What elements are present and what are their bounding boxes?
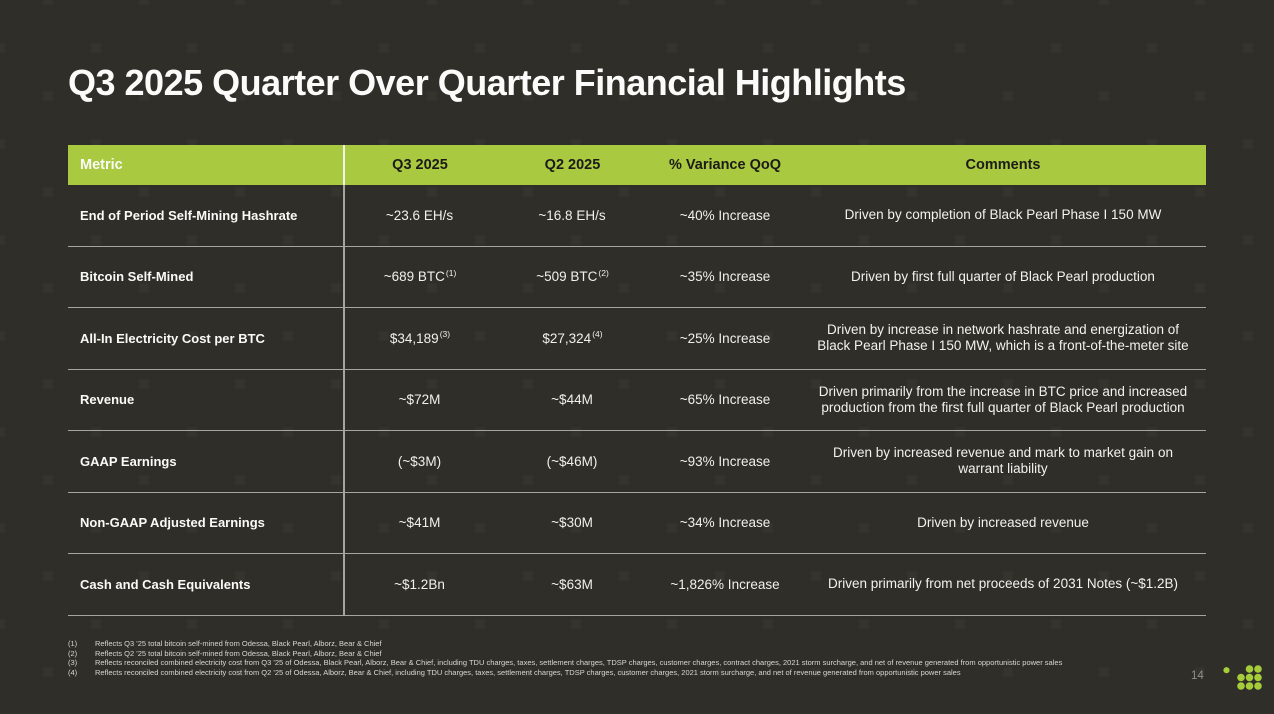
variance-cell: [650, 554, 800, 615]
header-q2-2025: Q2 2025: [544, 157, 601, 173]
variance-value: ~40% Increase: [679, 207, 771, 223]
variance-cell: [650, 431, 800, 492]
variance-value: ~93% Increase: [679, 453, 771, 469]
comment-text: Driven primarily from the increase in BTC price and increased production from the first full quarter of Black Pearl production: [818, 383, 1188, 415]
metric-label: Revenue: [80, 392, 135, 408]
footnote-text: Reflects reconciled combined electricity cost from Q3 '25 of Odessa, Black Pearl, Alborz, Bear & Chief, including TDU charges, taxes, settlement charges, TDSP charges, customer charges, contract charges, 2021 storm surcharge, and net of revenue generated from opportunistic power sales: [95, 658, 1063, 668]
q2-value: (~$46M): [546, 453, 598, 469]
financial-highlights-table: [68, 145, 1206, 616]
q2-value: $27,324: [542, 330, 592, 346]
comment-text: Driven by increase in network hashrate and energization of Black Pearl Phase I 150 MW, which is a front-of-the-meter site: [817, 322, 1189, 354]
q2-value-cell: [495, 431, 650, 492]
comment-cell: [800, 370, 1206, 431]
footnote-number: (4): [68, 667, 78, 677]
comment-cell: [800, 247, 1206, 308]
variance-cell: [650, 370, 800, 431]
page-number: 14: [1191, 670, 1204, 682]
footnote-line: [68, 658, 1158, 668]
header-q3-2025: Q3 2025: [343, 145, 495, 185]
table-row: [68, 554, 1206, 616]
metric-label: Bitcoin Self-Mined: [80, 269, 194, 285]
header-comments: Comments: [965, 157, 1041, 173]
q3-value-cell: [343, 431, 495, 492]
metric-cell: [68, 493, 343, 554]
table-header-row: [68, 145, 1206, 185]
q2-value-cell: [495, 370, 650, 431]
q3-value-cell: [343, 247, 495, 308]
q2-value: ~$63M: [551, 576, 593, 592]
q2-value-cell: [495, 308, 650, 369]
variance-value: ~35% Increase: [679, 269, 771, 285]
metric-cell: [68, 308, 343, 369]
variance-value: ~1,826% Increase: [670, 576, 780, 592]
q2-value: ~509 BTC: [536, 269, 598, 285]
q3-value: ~23.6 EH/s: [385, 207, 454, 223]
q3-value: ~$1.2Bn: [394, 576, 445, 592]
q2-value: ~$44M: [551, 392, 593, 408]
q2-value: ~16.8 EH/s: [538, 207, 606, 223]
variance-value: ~34% Increase: [679, 515, 771, 531]
variance-cell: [650, 185, 800, 246]
table-row: [68, 431, 1206, 493]
comment-text: Driven by increased revenue: [917, 514, 1089, 530]
q2-value: ~$30M: [551, 515, 593, 531]
slide-title: Q3 2025 Quarter Over Quarter Financial Highlights: [68, 62, 906, 103]
q2-footnote-ref: (4): [592, 329, 603, 340]
q3-value-cell: [343, 185, 495, 246]
table-row: [68, 493, 1206, 555]
q3-value: ~689 BTC: [383, 269, 445, 285]
header-metric: Metric: [80, 157, 123, 173]
q3-value: ~$41M: [398, 515, 441, 531]
table-row: [68, 308, 1206, 370]
metric-label: GAAP Earnings: [80, 453, 177, 469]
q2-footnote-ref: (2): [598, 267, 609, 278]
metric-cell: [68, 431, 343, 492]
footnotes: [68, 639, 1158, 677]
table-row: [68, 247, 1206, 309]
metric-cell: [68, 554, 343, 615]
q2-value-cell: [495, 185, 650, 246]
footnote-number: (3): [68, 658, 78, 668]
q3-footnote-ref: (3): [439, 329, 451, 340]
comment-cell: [800, 554, 1206, 615]
q3-value-cell: [343, 554, 495, 615]
metric-cell: [68, 185, 343, 246]
variance-cell: [650, 493, 800, 554]
variance-cell: [650, 247, 800, 308]
comment-text: Driven by first full quarter of Black Pearl production: [851, 268, 1155, 284]
footnote-number: (2): [68, 648, 78, 658]
q3-value-cell: [343, 370, 495, 431]
comment-cell: [800, 431, 1206, 492]
comment-text: Driven primarily from net proceeds of 2031 Notes (~$1.2B): [827, 576, 1179, 592]
header-variance-qoq: % Variance QoQ: [668, 157, 782, 173]
metric-label: All-In Electricity Cost per BTC: [80, 330, 265, 346]
q3-value: (~$3M): [397, 453, 442, 469]
metric-cell: [68, 247, 343, 308]
table-row: [68, 370, 1206, 432]
q2-value-cell: [495, 247, 650, 308]
footnote-line: [68, 668, 1158, 678]
table-body: [68, 185, 1206, 616]
comment-text: Driven by completion of Black Pearl Phase I 150 MW: [844, 207, 1162, 223]
q2-value-cell: [495, 554, 650, 615]
q2-value-cell: [495, 493, 650, 554]
comment-cell: [800, 493, 1206, 554]
footnote-line: [68, 639, 1158, 649]
q3-value-cell: [343, 493, 495, 554]
variance-value: ~25% Increase: [679, 330, 771, 346]
q3-footnote-ref: (1): [445, 267, 457, 278]
variance-value: ~65% Increase: [679, 392, 771, 408]
footnote-text: Reflects reconciled combined electricity cost from Q2 '25 of Odessa, Alborz, Bear & Chief, including TDU charges, taxes, settlement charges, TDSP charges, customer charges, 2021 storm surcharge, and net of revenue generated from opportunistic power sales: [95, 667, 961, 677]
table-row: [68, 185, 1206, 247]
variance-cell: [650, 308, 800, 369]
q3-value: $34,189: [389, 330, 439, 346]
metric-cell: [68, 370, 343, 431]
metric-label: Non-GAAP Adjusted Earnings: [80, 515, 265, 531]
footnote-text: Reflects Q3 '25 total bitcoin self-mined from Odessa, Black Pearl, Alborz, Bear & Chief: [95, 639, 382, 648]
comment-cell: [800, 185, 1206, 246]
metric-label: Cash and Cash Equivalents: [80, 576, 251, 592]
metric-label: End of Period Self-Mining Hashrate: [80, 207, 298, 223]
comment-text: Driven by increased revenue and mark to market gain on warrant liability: [833, 445, 1173, 477]
footnote-number: (1): [68, 639, 78, 648]
q3-value: ~$72M: [398, 392, 441, 408]
comment-cell: [800, 308, 1206, 369]
footnote-text: Reflects Q2 '25 total bitcoin self-mined from Odessa, Black Pearl, Alborz, Bear & Chief: [95, 648, 382, 658]
q3-value-cell: [343, 308, 495, 369]
cipher-dots-logo-icon: [1222, 664, 1262, 692]
footnote-line: [68, 649, 1158, 659]
